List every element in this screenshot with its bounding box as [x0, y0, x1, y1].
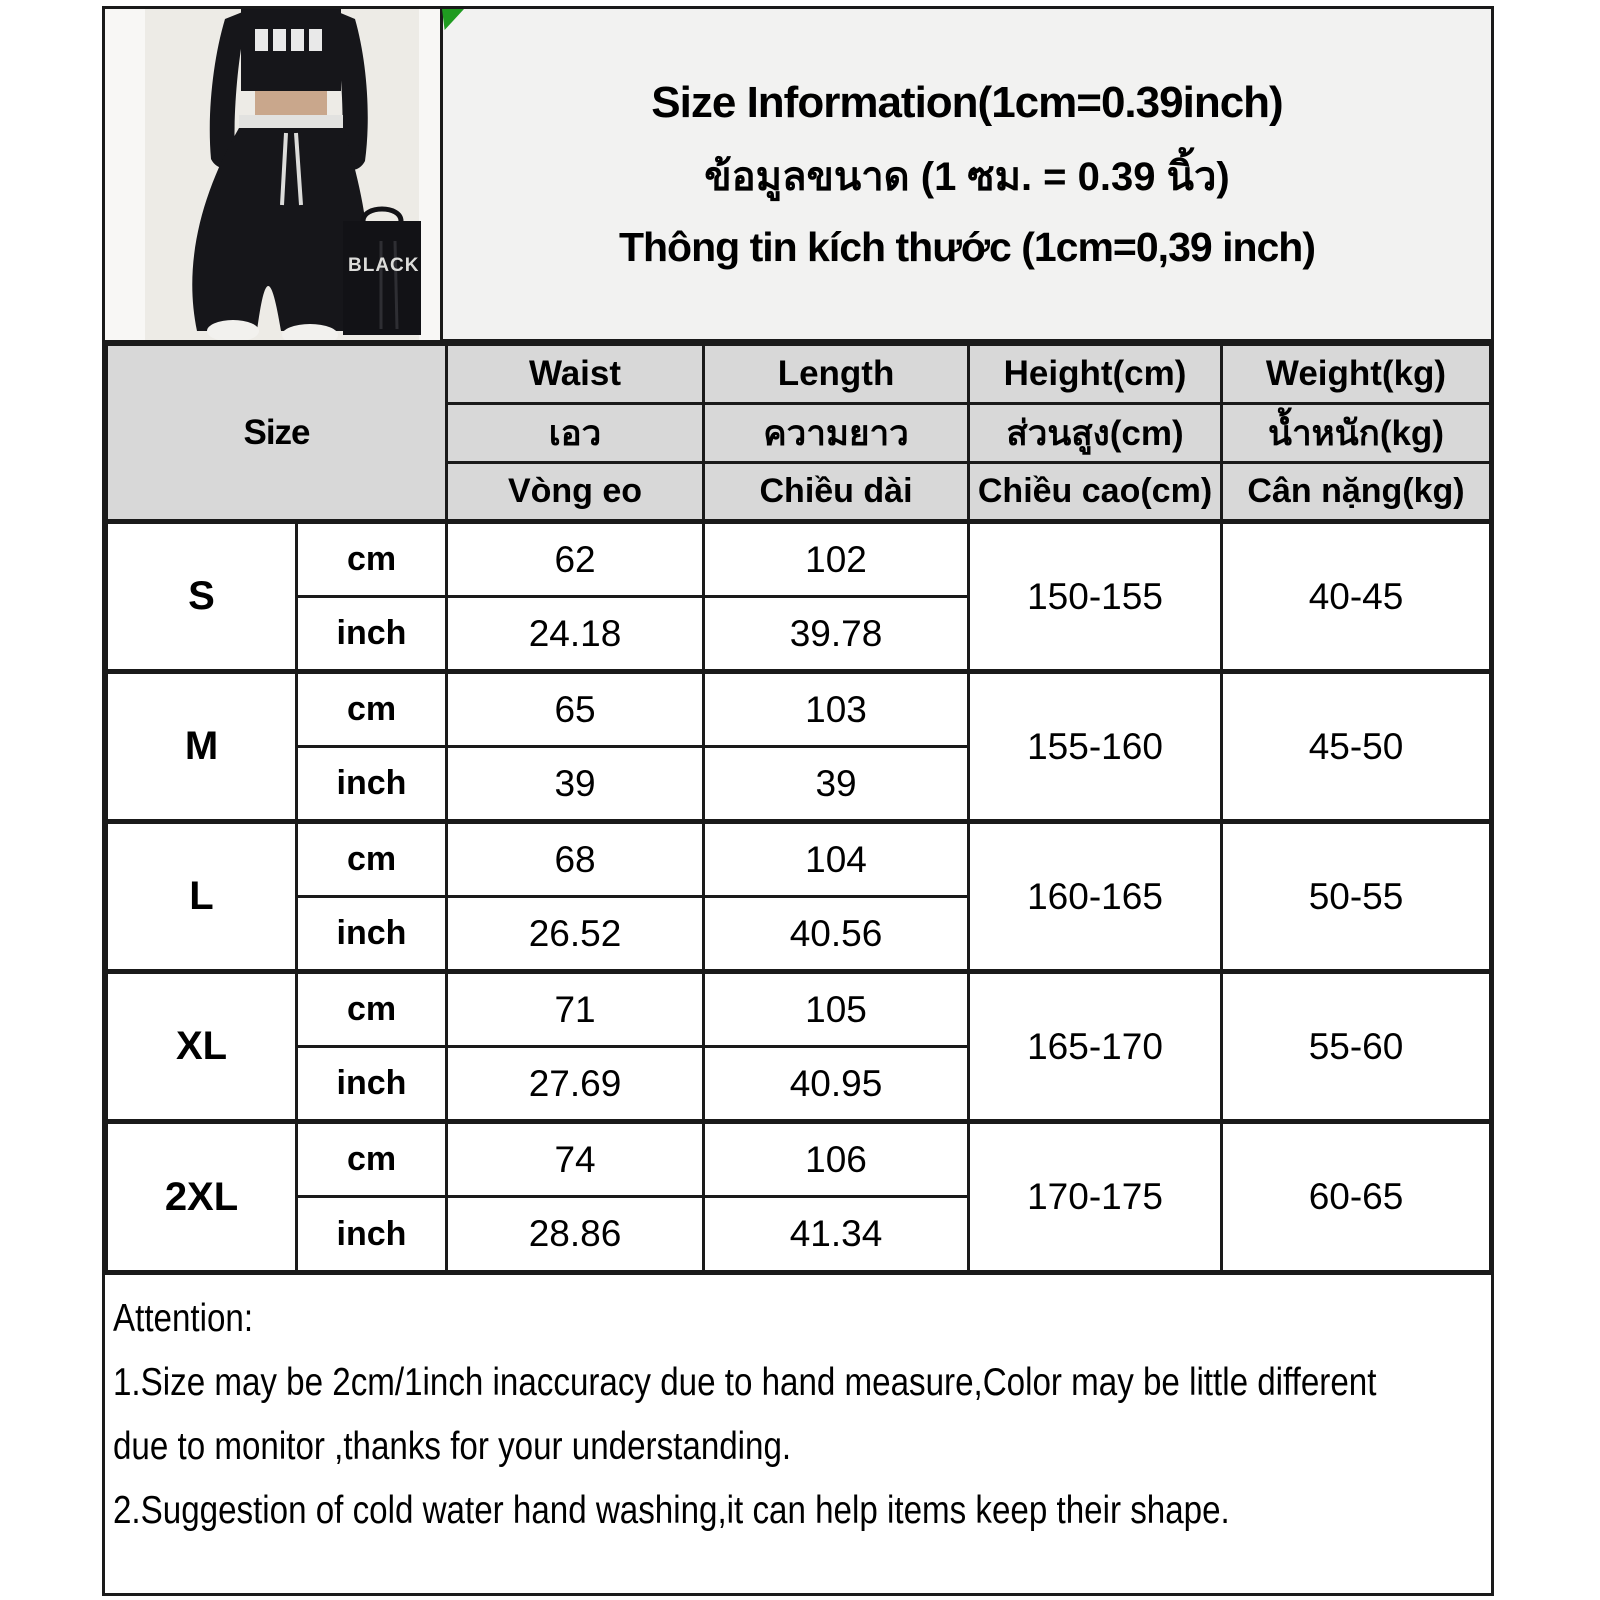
attention-section: [105, 1273, 1491, 1593]
weight-m: 45-50: [1222, 672, 1491, 822]
attention-heading: Attention:: [113, 1297, 254, 1340]
col-header-weight-th: น้ำหนัก(kg): [1222, 404, 1491, 463]
weight-l: 50-55: [1222, 822, 1491, 972]
waist-inch-xl: 27.69: [447, 1047, 704, 1122]
unit-inch: inch: [297, 1197, 447, 1272]
waist-cm-m: 65: [447, 672, 704, 747]
weight-2xl: 60-65: [1222, 1122, 1491, 1272]
waist-cm-xl: 71: [447, 972, 704, 1047]
col-header-height-vi: Chiều cao(cm): [969, 463, 1222, 522]
waist-inch-m: 39: [447, 747, 704, 822]
table-row: [107, 822, 1491, 897]
col-header-weight-vi: Cân nặng(kg): [1222, 463, 1491, 522]
size-header-cell: Size: [107, 345, 447, 522]
unit-inch: inch: [297, 747, 447, 822]
table-row: [107, 972, 1491, 1047]
length-inch-s: 39.78: [704, 597, 969, 672]
col-header-waist-vi: Vòng eo: [447, 463, 704, 522]
attention-note-2: 2.Suggestion of cold water hand washing,it can help items keep their shape.: [113, 1489, 1230, 1532]
col-header-height-en: Height(cm): [969, 345, 1222, 404]
title-thai: ข้อมูลขนาด (1 ซม. = 0.39 นิ้ว): [704, 154, 1230, 199]
length-inch-xl: 40.95: [704, 1047, 969, 1122]
attention-note-1-cont: due to monitor ,thanks for your understanding.: [113, 1425, 792, 1468]
unit-inch: inch: [297, 1047, 447, 1122]
height-l: 160-165: [969, 822, 1222, 972]
size-label-xl: XL: [107, 972, 297, 1122]
unit-cm: cm: [297, 522, 447, 597]
length-inch-2xl: 41.34: [704, 1197, 969, 1272]
height-s: 150-155: [969, 522, 1222, 672]
waist-cm-2xl: 74: [447, 1122, 704, 1197]
table-row: [107, 522, 1491, 597]
waist-inch-l: 26.52: [447, 897, 704, 972]
unit-cm: cm: [297, 672, 447, 747]
weight-xl: 55-60: [1222, 972, 1491, 1122]
length-cm-l: 104: [704, 822, 969, 897]
unit-cm: cm: [297, 1122, 447, 1197]
shopping-bag: [343, 209, 421, 335]
unit-inch: inch: [297, 897, 447, 972]
title-cell: [443, 9, 1491, 339]
waist-cm-s: 62: [447, 522, 704, 597]
col-header-height-th: ส่วนสูง(cm): [969, 404, 1222, 463]
product-photo: [105, 9, 440, 340]
unit-cm: cm: [297, 972, 447, 1047]
size-label-l: L: [107, 822, 297, 972]
unit-inch: inch: [297, 597, 447, 672]
weight-s: 40-45: [1222, 522, 1491, 672]
height-2xl: 170-175: [969, 1122, 1222, 1272]
bag-label: BLACK: [348, 255, 420, 276]
table-row: [107, 672, 1491, 747]
size-table: [105, 343, 1492, 1273]
height-m: 155-160: [969, 672, 1222, 822]
waist-inch-s: 24.18: [447, 597, 704, 672]
product-photo-cell: [105, 9, 443, 339]
length-cm-xl: 105: [704, 972, 969, 1047]
size-label-m: M: [107, 672, 297, 822]
length-inch-m: 39: [704, 747, 969, 822]
table-row: [107, 1122, 1491, 1197]
height-xl: 165-170: [969, 972, 1222, 1122]
waist-cm-l: 68: [447, 822, 704, 897]
length-cm-s: 102: [704, 522, 969, 597]
col-header-length-th: ความยาว: [704, 404, 969, 463]
waist-inch-2xl: 28.86: [447, 1197, 704, 1272]
size-chart-panel: [102, 6, 1494, 1596]
attention-note-1: 1.Size may be 2cm/1inch inaccuracy due to hand measure,Color may be little different: [113, 1361, 1377, 1404]
header-row-en: [107, 345, 1491, 404]
title-vietnamese: Thông tin kích thước (1cm=0,39 inch): [618, 223, 1316, 270]
unit-cm: cm: [297, 822, 447, 897]
col-header-weight-en: Weight(kg): [1222, 345, 1491, 404]
size-label-2xl: 2XL: [107, 1122, 297, 1272]
top-section: [105, 9, 1491, 343]
col-header-length-en: Length: [704, 345, 969, 404]
size-label-s: S: [107, 522, 297, 672]
title-english: Size Information(1cm=0.39inch): [651, 77, 1283, 127]
length-cm-m: 103: [704, 672, 969, 747]
length-cm-2xl: 106: [704, 1122, 969, 1197]
col-header-length-vi: Chiều dài: [704, 463, 969, 522]
length-inch-l: 40.56: [704, 897, 969, 972]
col-header-waist-en: Waist: [447, 345, 704, 404]
col-header-waist-th: เอว: [447, 404, 704, 463]
